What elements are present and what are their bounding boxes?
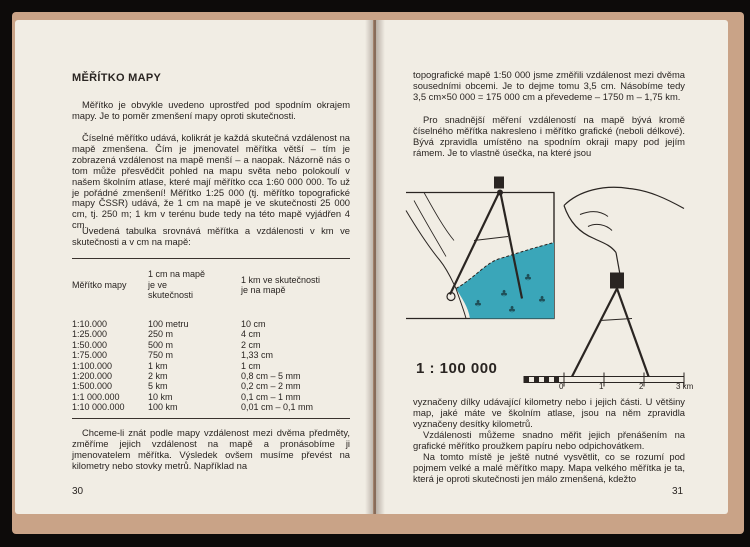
cell-cm-on-map: 5 km <box>148 381 168 392</box>
cell-cm-on-map: 250 m <box>148 329 174 340</box>
paragraph-graphic-scale: Pro snadnější měření vzdáleností na mapě bývá kromě číselného měřítka nakresleno i měřítko grafické (neboli délkové). Bývá zpravidla umístěno na spodním okraji mapy pod jejím rámem. Je to vlastně úsečka, na které jsou <box>413 114 685 158</box>
paragraph-example: topografické mapě 1:50 000 jsme změřili vzdálenost mezi dvěma sousedními obcemi. Je to dejme tomu 3,5 cm. Násobíme tedy 3,5 cm×50 000 = 175 000 cm a převedeme – 1750 m – 1,75 km. <box>413 69 685 102</box>
table-row <box>72 329 350 339</box>
section-title: MĚŘÍTKO MAPY <box>72 72 162 84</box>
cell-cm-on-map: 100 metru <box>148 319 189 329</box>
cell-cm-on-map: 500 m <box>148 339 174 350</box>
book-gutter <box>365 20 385 514</box>
paragraph-intro: Měřítko je obvykle uvedeno uprostřed pod spodním okrajem mapy. Je to poměr zmenšení mapy oproti skutečnosti. <box>72 99 350 121</box>
right-page <box>376 20 728 514</box>
cell-scale: 1:200.000 <box>72 371 113 382</box>
cell-km-in-reality: 0,1 cm – 1 mm <box>241 391 301 402</box>
cell-scale: 1:50.000 <box>72 339 108 350</box>
table-row <box>72 392 350 402</box>
cell-cm-on-map: 750 m <box>148 350 174 361</box>
table-header <box>72 265 350 305</box>
table-row <box>72 340 350 350</box>
map-sketch <box>406 193 554 319</box>
paragraph-measuring: Chceme-li znát podle mapy vzdálenost mezi dvěma předměty, změříme jejich vzdálenost na mapě a pronásobíme ji jmenovatelem měřítka. Výsledek ovšem musíme převést na kilometry nebo stovky metrů. Například na <box>72 427 350 471</box>
cell-km-in-reality: 1 cm <box>241 360 261 371</box>
cell-cm-on-map: 100 km <box>148 402 178 413</box>
header-divider <box>72 305 350 319</box>
cell-scale: 1:500.000 <box>72 381 113 392</box>
cell-scale: 1:10.000 <box>72 319 108 329</box>
cell-cm-on-map: 2 km <box>148 371 168 382</box>
graphic-scale-ruler <box>524 373 684 387</box>
header-cm-on-map: 1 cm na mapě je ve skutečnosti <box>148 269 206 301</box>
left-page <box>15 20 373 514</box>
scale-table <box>72 258 350 419</box>
table-row <box>72 319 350 329</box>
cell-km-in-reality: 0,01 cm – 0,1 mm <box>241 402 314 413</box>
cell-km-in-reality: 0,8 cm – 5 mm <box>241 371 301 382</box>
cell-scale: 1:10 000.000 <box>72 402 125 413</box>
table-row <box>72 361 350 371</box>
cell-km-in-reality: 0,2 cm – 2 mm <box>241 381 301 392</box>
cell-km-in-reality: 10 cm <box>241 319 266 329</box>
paragraph-numeric-scale: Číselné měřítko udává, kolikrát je každá skutečná vzdálenost na mapě zmenšena. Čím je jmenovatel měřítka větší – tím je zobrazená vzdálenost na mapě menší – a naopak. Názorně nás o tom může přesvědčit pohled na mapu světa nebo polokoulí v našem školním atlase, které mají měřítko cca 1:60 000 000. To už je pořádné zmenšení! Měřítko 1:25 000 (tj. měřítko topografické mapy ČSSR) udává, že 1 cm na mapě je ve skutečnosti 25 000 cm, tj. 250 m; 1 km v terénu bude tedy na této mapě vyjádřen 4 cm. <box>72 132 350 231</box>
ruler-tick-0: 0 <box>559 382 564 391</box>
table-row <box>72 402 350 412</box>
header-scale: Měřítko mapy <box>72 279 127 290</box>
ruler-tick-2: 2 <box>639 382 644 391</box>
paragraph-ruler: vyznačeny dílky udávající kilometry nebo i jejich části. U většiny map, jaké máte ve školním atlase, jsou na něm zpravidla vyznačeny desítky kilometrů. <box>413 396 685 429</box>
cell-scale: 1:1 000.000 <box>72 391 120 402</box>
svg-text:♣: ♣ <box>538 295 547 306</box>
paragraph-table-intro: Uvedená tabulka srovnává měřítka a vzdálenosti v km ve skutečnosti a v cm na mapě: <box>72 225 350 247</box>
table-row <box>72 371 350 381</box>
ruler-tick-1: 1 <box>599 382 604 391</box>
table-row <box>72 350 350 360</box>
cell-scale: 1:100.000 <box>72 360 113 371</box>
paragraph-large-small-scale: Na tomto místě je ještě nutné vysvětlit, co se rozumí pod pojmem velké a malé měřítko mapy. Mapa velkého měřítka je ta, která je oproti skutečnosti jen málo zmenšená, kdežto <box>413 451 685 484</box>
svg-text:♣: ♣ <box>474 299 483 310</box>
svg-text:♣: ♣ <box>500 289 509 300</box>
cell-km-in-reality: 1,33 cm <box>241 350 274 361</box>
cell-cm-on-map: 1 km <box>148 360 168 371</box>
page-number-left: 30 <box>72 486 84 497</box>
header-km-in-reality: 1 km ve skutečnosti je na mapě <box>241 274 321 295</box>
page-number-right: 31 <box>672 486 684 497</box>
numeric-scale-label: 1 : 100 000 <box>416 360 498 377</box>
hand-with-divider-icon <box>564 187 684 380</box>
table-body <box>72 319 350 413</box>
table-row <box>72 381 350 391</box>
ruler-tick-3: 3 km <box>676 382 694 391</box>
cell-cm-on-map: 10 km <box>148 391 173 402</box>
svg-text:♣: ♣ <box>508 305 517 316</box>
cell-km-in-reality: 4 cm <box>241 329 261 340</box>
cell-km-in-reality: 2 cm <box>241 339 261 350</box>
svg-text:♣: ♣ <box>524 273 533 284</box>
cell-scale: 1:25.000 <box>72 329 108 340</box>
cell-scale: 1:75.000 <box>72 350 108 361</box>
paragraph-transfer: Vzdálenosti můžeme snadno měřit jejich přenášením na grafické měřítko proužkem papíru nebo odpichovátkem. <box>413 429 685 451</box>
